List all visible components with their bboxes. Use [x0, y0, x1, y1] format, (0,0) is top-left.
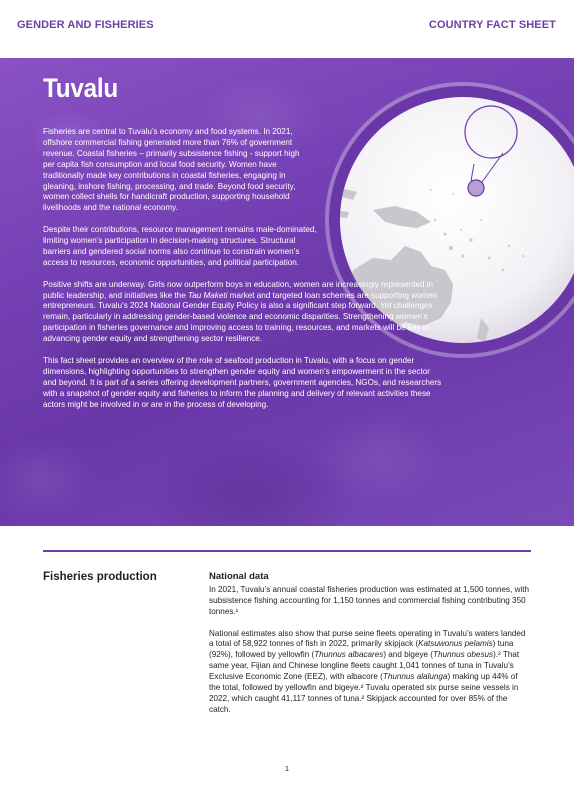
section-body: [209, 572, 531, 727]
page-number: 1: [284, 764, 290, 773]
page-header: [0, 0, 574, 58]
intro-text: [43, 127, 445, 421]
section-title: Fisheries production: [43, 571, 157, 583]
section-divider: [43, 550, 531, 552]
body-paragraph: National estimates also show that purse seine fleets operating in Tuvalu’s waters landed a total of 58,922 tonnes of fish in 2022, primarily skipjack (Katsuwonus pelamis) tuna (92%), followed by yellowfin (Thunnus albacares) and bigeye (Thunnus obesus).² That same year, Fijian and Chinese longline fleets caught 1,041 tonnes of tuna in Tuvalu’s Exclusive Economic Zone (EEZ), with albacore (Thunnus alalunga) making up 44% of the total, followed by yellowfin and bigeye.² Tuvalu operated six purse seine vessels in 2022, which caught 41,117 tonnes of tuna.² Skipjack accounted for over 85% of the catch.: [209, 628, 526, 714]
intro-paragraph: This fact sheet provides an overview of the role of seafood production in Tuvalu, with a focus on gender dimensions, highlighting opportunities to strengthen gender equity and women’s empowerment in the sector and beyond. It is part of a series offering development partners, government agencies, NGOs, and researchers with a snapshot of gender equity and fisheries to inform the planning and delivery of relevant activities these actors might be involved in or are in the process of developing.: [43, 355, 442, 409]
intro-paragraph: Despite their contributions, resource management remains male-dominated, limiting women’s participation in decision-making structures. Structural barriers and gendered social norms also continue to constrain women’s access to resources, economic opportunities, and political participation.: [43, 225, 317, 267]
market-name: Tau Maketi: [187, 290, 228, 300]
header-doc-type: COUNTRY FACT SHEET: [428, 19, 556, 31]
header-series-title: GENDER AND FISHERIES: [17, 19, 154, 31]
body-paragraph: In 2021, Tuvalu’s annual coastal fisheries production was estimated at 1,500 tonnes, with subsistence fishing accounting for 1,150 tonnes and commercial fishing contributing 350 tonnes.¹: [209, 584, 530, 616]
species-name: Thunnus obesus: [433, 650, 494, 660]
species-name: Thunnus alalunga: [382, 672, 448, 682]
intro-paragraph: Positive shifts are underway. Girls now outperform boys in education, women are increasingly represented in public leadership, and initiatives like the Tau Maketi market and targeted loan schemes are supporting women entrepreneurs. Tuvalu’s 2024 National Gender Equity Policy is also a significant step forward. Yet challenges remain, particularly in addressing gender-based violence and economic disparities. Strengthening women’s participation in fisheries governance and improving access to training, resources, and markets will be key to advancing gender equity and strengthening sector resilience.: [43, 279, 438, 344]
country-title: Tuvalu: [43, 73, 118, 103]
species-name: Thunnus albacares: [314, 650, 384, 660]
hero-banner: [0, 58, 574, 526]
species-name: Katsuwonus pelamis: [418, 639, 493, 649]
section-subtitle: National data: [209, 571, 269, 582]
tuvalu-eez-highlight: [468, 180, 484, 196]
intro-paragraph: Fisheries are central to Tuvalu’s economy and food systems. In 2021, offshore commercial fishing generated more than 76% of government revenue. Coastal fisheries – primarily subsistence fishing - support high per capita fish consumption and local food security. Women have traditionally made key contributions in coastal fisheries, engaging in gleaning, inshore fishing, processing, and trade. Beyond food security, women collect shells for handicraft production, supporting household livelihoods and the national economy.: [43, 127, 300, 213]
